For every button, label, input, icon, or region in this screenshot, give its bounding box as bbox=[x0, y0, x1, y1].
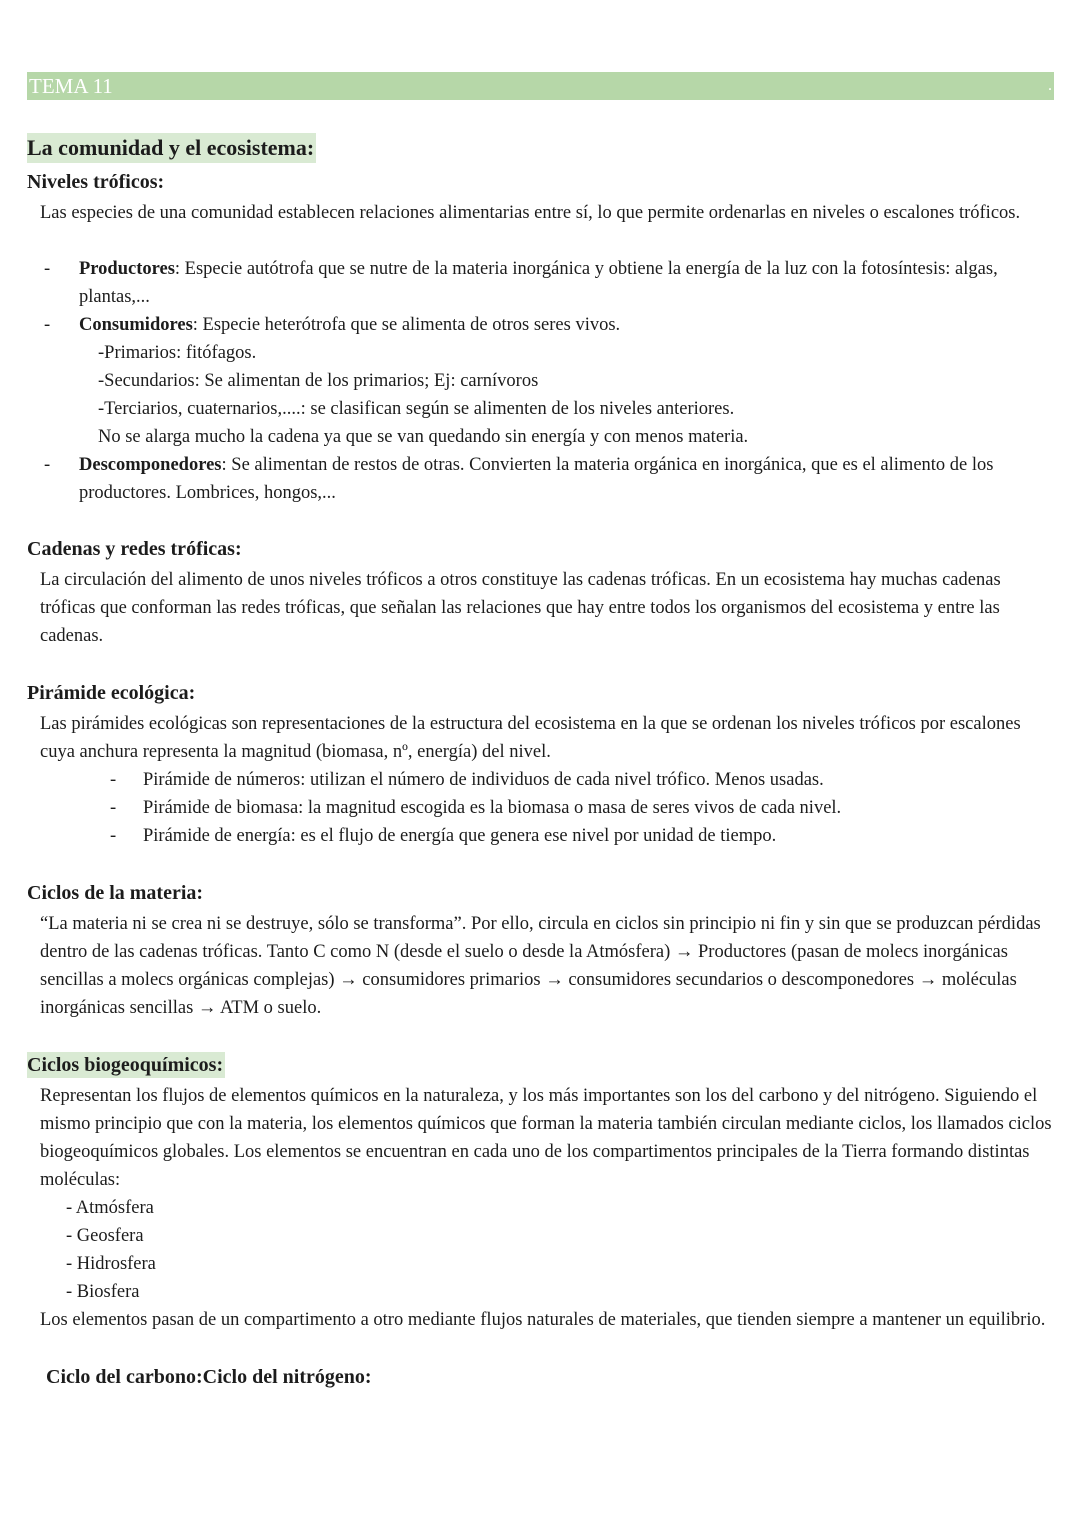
niveles-intro: Las especies de una comunidad establecen relaciones alimentarias entre sí, lo que permite ordenarlas en niveles o escalones tróficos. bbox=[40, 203, 1021, 223]
biogeo-outro: Los elementos pasan de un compartimento a otro mediante flujos naturales de materiales, que tienden siempre a mantener un equilibrio. bbox=[40, 1310, 1046, 1330]
section-title-ciclos-materia: Ciclos de la materia: bbox=[27, 882, 204, 904]
bullet-dash: - bbox=[110, 798, 117, 818]
section-title-biogeo: Ciclos biogeoquímicos: bbox=[27, 1054, 224, 1076]
list-item: - Geosfera bbox=[66, 1226, 144, 1246]
banner-dot: . bbox=[1048, 77, 1052, 94]
main-heading: La comunidad y el ecosistema: bbox=[27, 133, 316, 163]
sub-item: No se alarga mucho la cadena ya que se van quedando sin energía y con menos materia. bbox=[98, 427, 749, 447]
list-item: - Hidrosfera bbox=[66, 1254, 156, 1274]
list-item: - Atmósfera bbox=[66, 1198, 154, 1218]
sub-item: -Terciarios, cuaternarios,....: se clasifican según se alimenten de los niveles anteriores. bbox=[98, 399, 735, 419]
list-item: - Biosfera bbox=[66, 1282, 140, 1302]
bullet-dash: - bbox=[44, 259, 51, 279]
def-descomponedores: : Se alimentan de restos de otras. Convierten la materia orgánica en inorgánica, que es el alimento de los productores. Lombrices, hongos,... bbox=[79, 455, 994, 503]
cadenas-text: La circulación del alimento de unos niveles tróficos a otros constituye las cadenas tróficas. En un ecosistema hay muchas cadenas tróficas que conforman las redes tróficas, que señalan las relaciones que hay entre todos los organismos del ecosistema y entre las cadenas. bbox=[40, 570, 1001, 646]
bullet-dash: - bbox=[110, 770, 117, 790]
topic-title: TEMA 11 bbox=[29, 74, 113, 98]
cycles-subheading: Ciclo del carbono:Ciclo del nitrógeno: bbox=[46, 1366, 372, 1388]
bullet-dash: - bbox=[44, 455, 51, 475]
piramide-text: Las pirámides ecológicas son representaciones de la estructura del ecosistema en la que se ordenan los niveles tróficos por escalones cuya anchura representa la magnitud (biomasa, nº, energía) del nivel. bbox=[40, 714, 1021, 762]
section-title-piramide: Pirámide ecológica: bbox=[27, 682, 196, 704]
term-descomponedores: Descomponedores bbox=[79, 455, 222, 475]
document-page: TEMA 11 . La comunidad y el ecosistema: Niveles tróficos: Las especies de una comunidad establecen relaciones alimentarias entre sí, lo que permite ordenarlas en niveles o escalones tróficos. - Productores: Especie autótrofa que se nutre de la materia inorgánica y obtiene la energía de la luz con la fotosíntesis: algas, plantas,... - Consumidores: Especie heterótrofa que se alimenta de otros seres vivos. -Primarios: fitófagos. -Secundarios: Se alimentan de los primarios; Ej: carnívoros -Terciarios, cuaternarios,....: se clasifican según se alimenten de los niveles anteriores. No se alarga mucho la cadena ya que se van quedando sin energía y con menos materia. - Descomponedores: Se alimentan de restos de otras. Convierten la materia orgánica en inorgánica, que es el alimento de los productores. Lombrices, hongos,... Cadenas y redes tróficas: La circulación del alimento de unos niveles tróficos a otros constituye las cadenas tróficas. En un ecosistema hay muchas cadenas tróficas que conforman las redes tróficas, que señalan las relaciones que hay entre todos los organismos del ecosistema y entre las cadenas. Pirámide ecológica: Las pirámides ecológicas son representaciones de la estructura del ecosistema en la que se ordenan los niveles tróficos por escalones cuya anchura representa la magnitud (biomasa, nº, energía) del nivel. - Pirámide de números: utilizan el número de individuos de cada nivel trófico. Menos usadas. - Pirámide de biomasa: la magnitud escogida es la biomasa o masa de seres vivos de cada nivel. - Pirámide de energía: es el flujo de energía que genera ese nivel por unidad de tiempo. Ciclos de la materia: “La materia ni se crea ni se destruye, sólo se transforma”. Por ello, circula en ciclos sin principio ni fin y sin que se produzcan pérdidas dentro de las cadenas tróficas. Tanto C como N (desde el suelo o desde la Atmósfera) → Productores (pasan de molecs inorgánicas sencillas a molecs orgánicas complejas) → consumidores primarios → consumidores secundarios o descomponedores → moléculas inorgánicas sencillas → ATM o suelo. Ciclos biogeoquímicos: Representan los flujos de elementos químicos en la naturaleza, y los más importantes son los del carbono y del nitrógeno. Siguiendo el mismo principio que con la materia, los elementos químicos que forman la materia también circulan mediante ciclos, los llamados ciclos biogeoquímicos globales. Los elementos se encuentran en cada uno de los compartimentos principales de la Tierra formando distintas moléculas: - Atmósfera - Geosfera - Hidrosfera - Biosfera Los elementos pasan de un compartimento a otro mediante flujos naturales de materiales, que tienden siempre a mantener un equilibrio. Ciclo del carbono:Ciclo del nitrógeno: bbox=[0, 0, 1080, 1525]
sub-item: -Primarios: fitófagos. bbox=[98, 343, 257, 363]
sub-item: -Secundarios: Se alimentan de los primarios; Ej: carnívoros bbox=[98, 371, 539, 391]
topic-banner bbox=[27, 72, 1054, 100]
bullet-dash: - bbox=[110, 826, 117, 846]
def-productores: : Especie autótrofa que se nutre de la materia inorgánica y obtiene la energía de la luz con la fotosíntesis: algas, plantas,... bbox=[79, 259, 998, 307]
ciclos-materia-text: “La materia ni se crea ni se destruye, sólo se transforma”. Por ello, circula en ciclos sin principio ni fin y sin que se produzcan pérdidas dentro de las cadenas tróficas. Tanto C como N (desde el suelo o desde la Atmósfera) → Productores (pasan de molecs inorgánicas sencillas a molecs orgánicas complejas) → consumidores primarios → consumidores secundarios o descomponedores → moléculas inorgánicas sencillas → ATM o suelo. bbox=[40, 914, 1041, 1018]
term-productores: Productores bbox=[79, 259, 175, 279]
biogeo-text: Representan los flujos de elementos químicos en la naturaleza, y los más importantes son los del carbono y del nitrógeno. Siguiendo el mismo principio que con la materia, los elementos químicos que forman la materia también circulan mediante ciclos, los llamados ciclos biogeoquímicos globales. Los elementos se encuentran en cada uno de los compartimentos principales de la Tierra formando distintas moléculas: bbox=[40, 1086, 1052, 1190]
term-consumidores: Consumidores bbox=[79, 315, 193, 335]
section-title-cadenas: Cadenas y redes tróficas: bbox=[27, 538, 242, 560]
def-consumidores: : Especie heterótrofa que se alimenta de otros seres vivos. bbox=[192, 315, 621, 335]
bullet-dash: - bbox=[44, 315, 51, 335]
section-title-niveles: Niveles tróficos: bbox=[27, 171, 165, 193]
